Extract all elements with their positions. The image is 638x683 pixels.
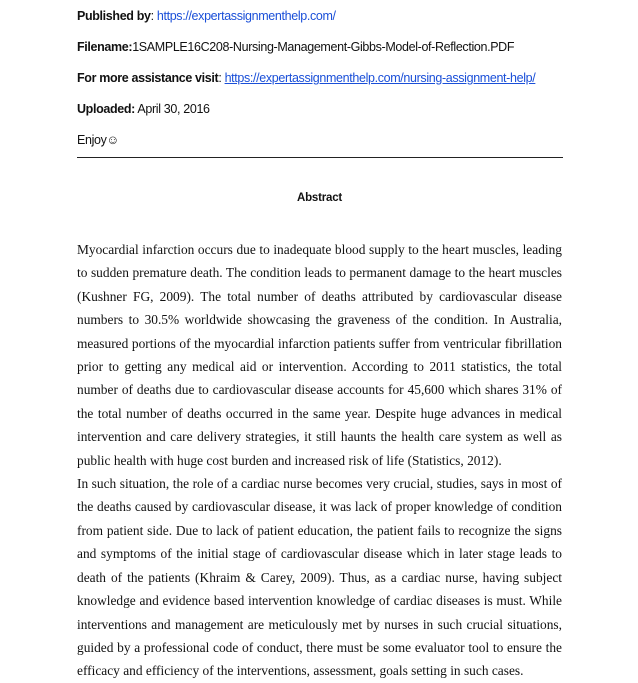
- filename-value: 1SAMPLE16C208-Nursing-Management-Gibbs-Model-of-Reflection.PDF: [132, 40, 515, 54]
- abstract-paragraph-2: In such situation, the role of a cardiac nurse becomes very crucial, studies, says in most of the deaths caused by cardiovascular disease, it was lack of proper knowledge of condition from patient side. Due to lack of patient education, the patient fails to recognize the signs and symptoms of the initial stage of cardiovascular disease which in later stage leads to death of the patients (Khraim & Carey, 2009). Thus, as a cardiac nurse, having subject knowledge and evidence based intervention knowledge of cardiac diseases is must. While interventions and management are meticulously met by nurses in such crucial situations, guided by a professional code of conduct, there must be some evaluator tool to ensure the efficacy and efficiency of the interventions, assessment, goals setting in such cases.: [77, 476, 562, 679]
- uploaded-line: [77, 102, 562, 117]
- assistance-label: For more assistance visit: [77, 71, 219, 85]
- published-by-link[interactable]: https://expertassignmenthelp.com/: [156, 9, 336, 23]
- abstract-body: [77, 238, 562, 683]
- smiley-icon: ☺: [106, 133, 119, 147]
- filename-label: Filename:: [77, 40, 133, 54]
- assistance-line: For more assistance visit: https://expertassignmenthelp.com/nursing-assignment-help/: [77, 71, 536, 85]
- enjoy-line: [77, 133, 562, 148]
- enjoy-text: Enjoy: [77, 133, 107, 147]
- filename-line: [77, 40, 562, 55]
- assistance-link[interactable]: https://expertassignmenthelp.com/nursing-assignment-help/: [224, 71, 536, 85]
- header-divider: [77, 157, 563, 158]
- document-page: [0, 9, 638, 679]
- published-by-line: Published by: https://expertassignmenthelp.com/: [77, 9, 336, 23]
- uploaded-label: Uploaded:: [77, 102, 135, 116]
- document-header: [77, 9, 562, 158]
- published-by-label: Published by: [77, 9, 151, 23]
- abstract-title: Abstract: [296, 192, 343, 204]
- uploaded-value: April 30, 2016: [137, 102, 210, 116]
- abstract-paragraph-1: Myocardial infarction occurs due to inadequate blood supply to the heart muscles, leading to sudden premature death. The condition leads to permanent damage to the heart muscles (Kushner FG, 2009). The total number of deaths attributed by cardiovascular disease numbers to 30.5% worldwide showcasing the graveness of the condition. In Australia, measured portions of the myocardial infarction patients suffer from ventricular fibrillation prior to getting any medical aid or intervention. According to 2011 statistics, the total number of deaths due to cardiovascular disease accounts for 45,600 which shares 31% of the total number of deaths occurred in the same year. Despite huge advances in medical intervention and care delivery strategies, it still haunts the health care system as well as public health with huge cost burden and increased risk of life (Statistics, 2012).: [77, 242, 562, 468]
